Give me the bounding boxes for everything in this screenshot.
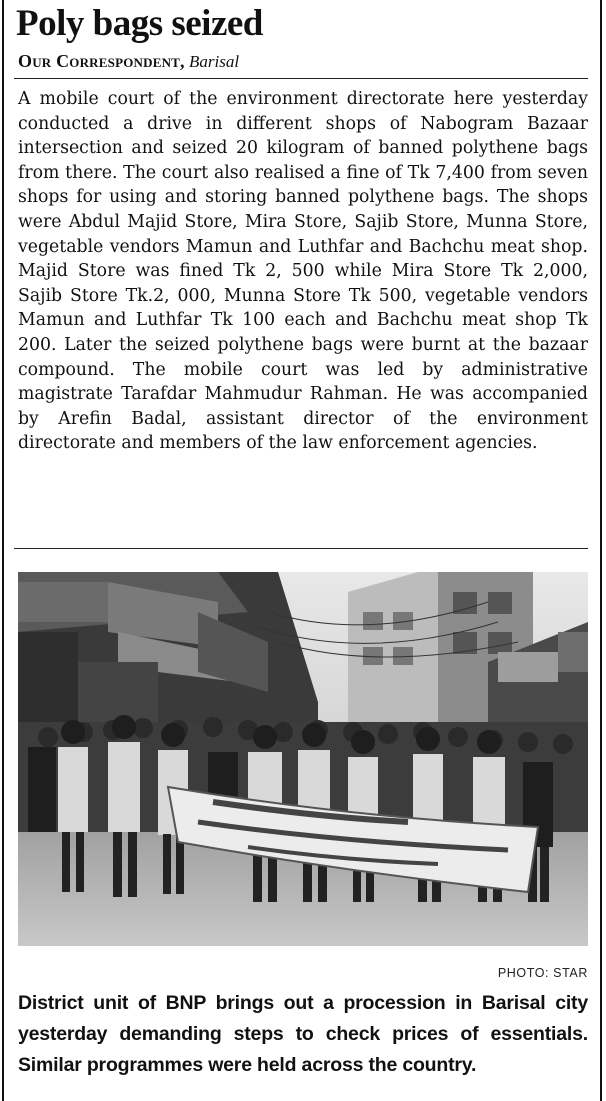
photo-caption: District unit of BNP brings out a procession in Barisal city yesterday demanding steps to check prices of essentials. Similar programmes were held across the country. — [18, 992, 588, 1076]
bottom-divider — [14, 548, 588, 549]
byline-author: Our Correspondent, — [18, 51, 185, 71]
byline-place: Barisal — [188, 52, 240, 71]
top-divider — [14, 78, 588, 79]
headline: Poly bags seized — [16, 3, 263, 44]
news-photo — [18, 572, 588, 946]
article-body: A mobile court of the environment directorate here yesterday conducted a drive in different shops of Nabogram Bazaar intersection and seized 20 kilogram of banned polythene bags from there. The court also realised a fine of Tk 7,400 from seven shops for using and storing banned polythene bags. The shops were Abdul Majid Store, Mira Store, Sajib Store, Munna Store, vegetable vendors Mamun and Luthfar and Bachchu meat shop. Majid Store was fined Tk 2, 500 while Mira Store Tk 2,000, Sajib Store Tk.2, 000, Munna Store Tk 500, vegetable vendors Mamun and Luthfar Tk 100 each and Bachchu meat shop Tk 200. Later the seized polythene bags were burnt at the bazaar compound. The mobile court was led by administrative magistrate Tarafdar Mahmudur Rahman. He was accompanied by Arefin Badal, assistant director of the environment directorate and members of the law enforcement agencies. — [18, 89, 588, 454]
procession-photo-illustration — [18, 572, 588, 946]
photo-credit: PHOTO: STAR — [497, 966, 588, 980]
byline — [18, 50, 239, 73]
